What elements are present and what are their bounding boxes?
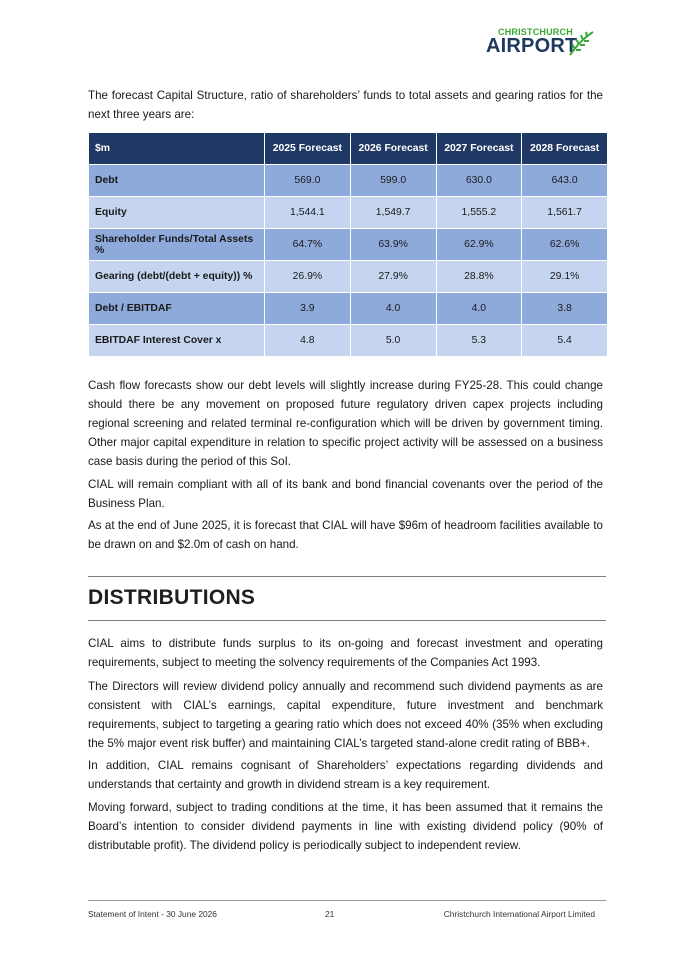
table-cell: 4.0 — [436, 293, 522, 325]
logo-main-text: AIRPORT — [486, 35, 578, 57]
table-cell: 64.7% — [265, 229, 351, 261]
table-cell: 5.4 — [522, 325, 608, 357]
table-cell: 63.9% — [350, 229, 436, 261]
table-cell: 5.0 — [350, 325, 436, 357]
table-cell: 569.0 — [265, 165, 351, 197]
distributions-paragraph-1: CIAL aims to distribute funds surplus to its on-going and forecast investment and operating requirements, subject to meeting the solvency requirements of the Companies Act 1993. — [88, 637, 603, 669]
table-cell: 62.6% — [522, 229, 608, 261]
intro-paragraph: The forecast Capital Structure, ratio of shareholders’ funds to total assets and gearing ratios for the next three years are: — [88, 89, 603, 121]
table-cell: 27.9% — [350, 261, 436, 293]
table-row — [89, 261, 608, 293]
capital-structure-table — [88, 132, 608, 357]
table-cell: 3.8 — [522, 293, 608, 325]
footer-right: Christchurch International Airport Limited — [443, 909, 595, 919]
header-cell: 2026 Forecast — [350, 133, 436, 165]
table-cell: 29.1% — [522, 261, 608, 293]
row-label: Debt / EBITDAF — [89, 293, 265, 325]
table-cell: 28.8% — [436, 261, 522, 293]
fern-leaf-icon — [566, 29, 596, 59]
table-cell: 1,555.2 — [436, 197, 522, 229]
footer-page-number: 21 — [325, 909, 335, 919]
header-cell: 2025 Forecast — [265, 133, 351, 165]
section-heading: DISTRIBUTIONS — [88, 586, 256, 609]
header-cell: $m — [89, 133, 265, 165]
table-cell: 4.8 — [265, 325, 351, 357]
logo-top-text: CHRISTCHURCH — [498, 27, 573, 37]
table-cell: 26.9% — [265, 261, 351, 293]
table-cell: 62.9% — [436, 229, 522, 261]
footer-divider — [88, 900, 606, 901]
table-header-row — [89, 133, 608, 165]
section-divider — [88, 576, 606, 577]
table-row — [89, 325, 608, 357]
table-cell: 5.3 — [436, 325, 522, 357]
distributions-paragraph-3: In addition, CIAL remains cognisant of Shareholders’ expectations regarding dividends and understands that certainty and growth in dividend stream is a key requirement. — [88, 759, 603, 791]
table-cell: 1,549.7 — [350, 197, 436, 229]
table-cell: 1,561.7 — [522, 197, 608, 229]
table-cell: 3.9 — [265, 293, 351, 325]
table-row — [89, 197, 608, 229]
cashflow-paragraph: Cash flow forecasts show our debt levels will slightly increase during FY25-28. This could change should there be any movement on proposed future regulatory driven capex projects including regional screening and related terminal re-configuration which will be driven by government timing. Other major capital expenditure in relation to specific project activity will be assessed on a business case basis during the period of this SoI. — [88, 379, 603, 468]
table-cell: 643.0 — [522, 165, 608, 197]
table-row — [89, 293, 608, 325]
row-label: Shareholder Funds/Total Assets % — [89, 229, 265, 261]
table-row — [89, 229, 608, 261]
row-label: Debt — [89, 165, 265, 197]
table-cell: 4.0 — [350, 293, 436, 325]
headroom-paragraph: As at the end of June 2025, it is forecast that CIAL will have $96m of headroom facilities available to be drawn on and $2.0m of cash on hand. — [88, 519, 603, 551]
footer-left: Statement of Intent - 30 June 2026 — [88, 909, 217, 919]
table-row — [89, 165, 608, 197]
row-label: Gearing (debt/(debt + equity)) % — [89, 261, 265, 293]
header-cell: 2028 Forecast — [522, 133, 608, 165]
distributions-paragraph-4: Moving forward, subject to trading conditions at the time, it has been assumed that it remains the Board’s intention to consider dividend payments in line with existing dividend policy (90% of distributable profit). The dividend policy is periodically subject to independent review. — [88, 801, 603, 852]
table-cell: 1,544.1 — [265, 197, 351, 229]
header-cell: 2027 Forecast — [436, 133, 522, 165]
row-label: Equity — [89, 197, 265, 229]
table-cell: 599.0 — [350, 165, 436, 197]
distributions-paragraph-2: The Directors will review dividend policy annually and recommend such dividend payments as are consistent with CIAL’s earnings, capital expenditure, future investment and benchmark requirements, subject to targeting a gearing ratio which does not exceed 40% (35% when excluding the 5% major event risk buffer) and maintaining CIAL’s targeted stand-alone credit rating of BBB+. — [88, 680, 603, 750]
christchurch-airport-logo — [486, 25, 598, 61]
covenants-paragraph: CIAL will remain compliant with all of its bank and bond financial covenants over the period of the Business Plan. — [88, 478, 603, 510]
row-label: EBITDAF Interest Cover x — [89, 325, 265, 357]
table-cell: 630.0 — [436, 165, 522, 197]
section-divider — [88, 620, 606, 621]
